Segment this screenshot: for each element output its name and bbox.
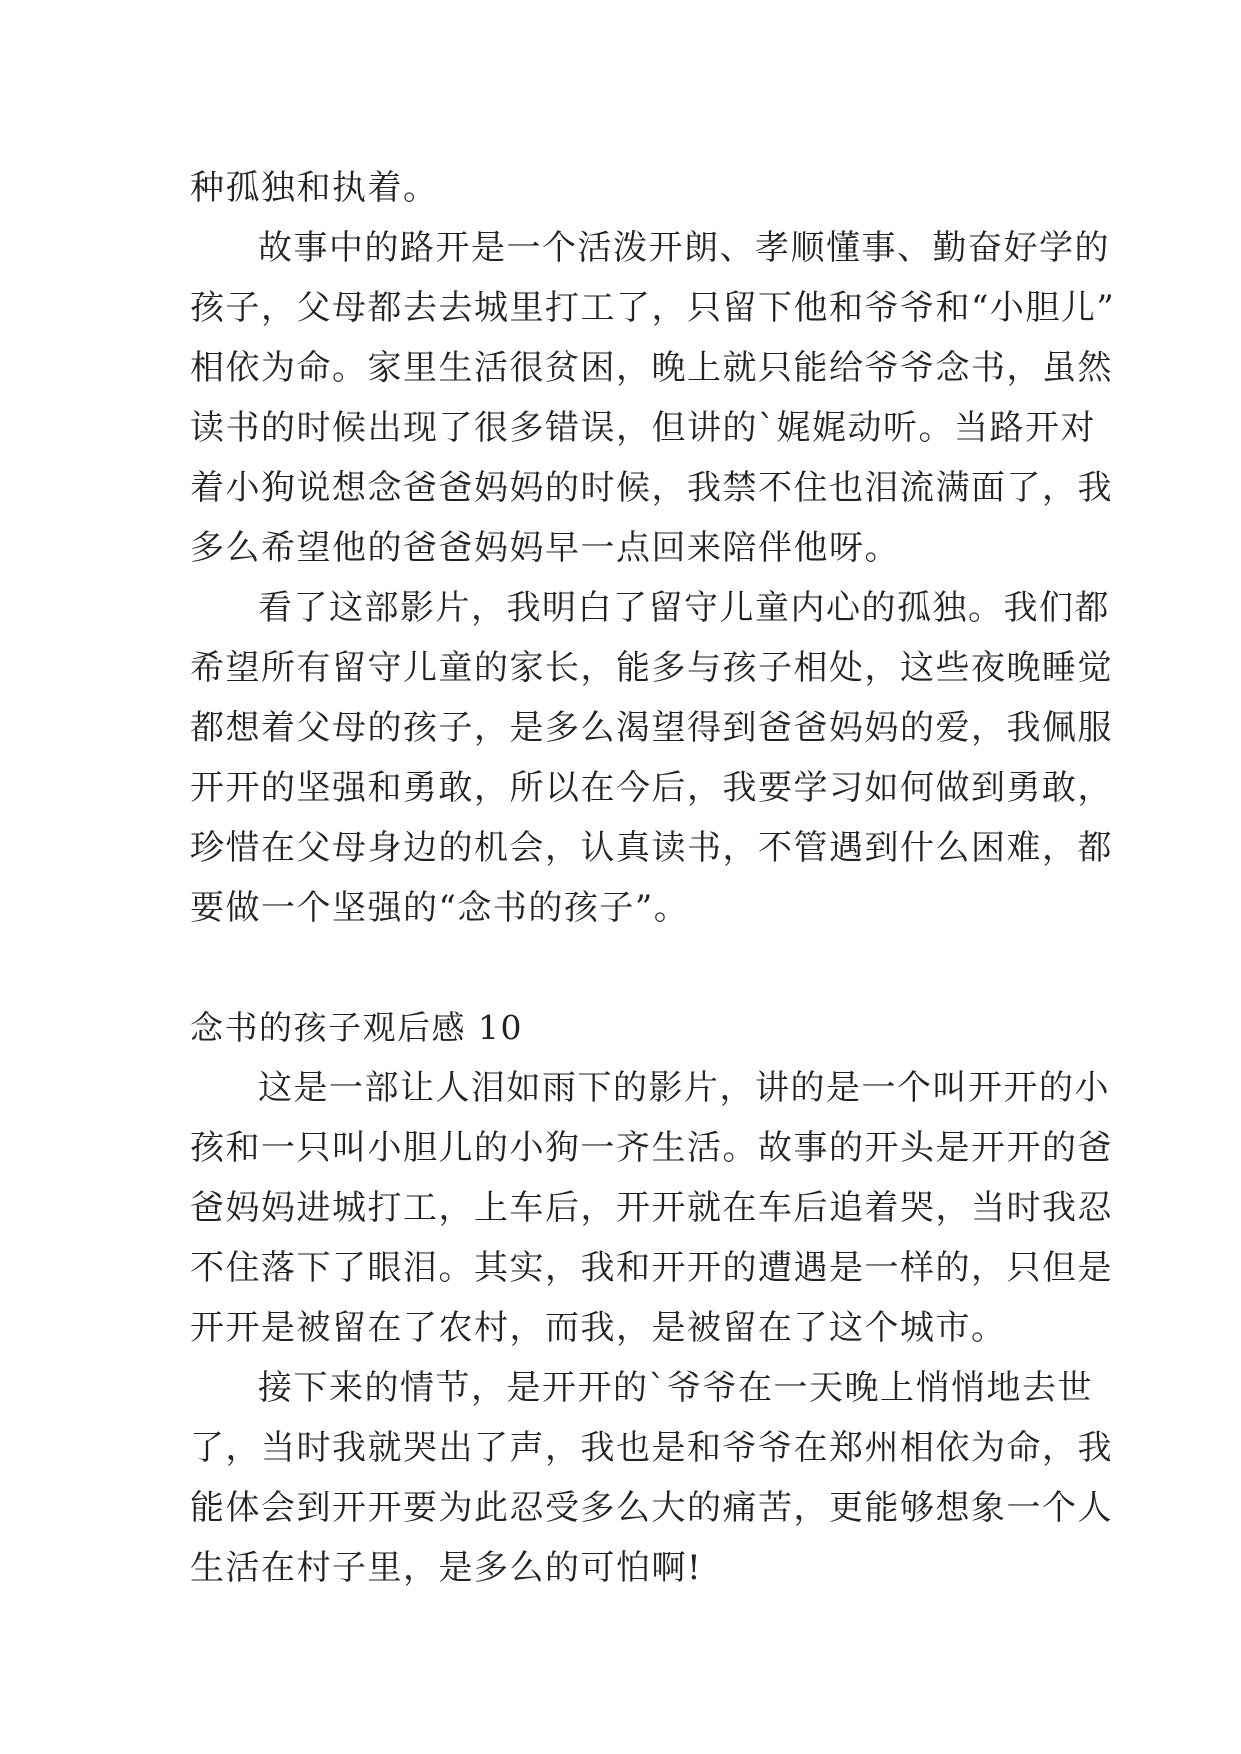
text-line: 不住落下了眼泪。其实，我和开开的遭遇是一样的，只但是: [190, 1248, 1113, 1288]
text-line: 都想着父母的孩子，是多么渴望得到爸爸妈妈的爱，我佩服: [190, 708, 1113, 748]
paragraph: [190, 1058, 1113, 1358]
text-line: 接下来的情节，是开开的`爷爷在一天晚上悄悄地去世: [258, 1368, 1093, 1408]
section-heading: 念书的孩子观后感 10: [190, 1008, 523, 1047]
text-line: 孩和一只叫小胆儿的小狗一齐生活。故事的开头是开开的爸: [190, 1128, 1113, 1168]
text-line: 了，当时我就哭出了声，我也是和爷爷在郑州相依为命，我: [190, 1428, 1113, 1468]
text-line: 爸妈妈进城打工，上车后，开开就在车后追着哭，当时我忍: [190, 1188, 1113, 1228]
text-line: 读书的时候出现了很多错误，但讲的`娓娓动听。当路开对: [190, 408, 1096, 448]
text-line: 能体会到开开要为此忍受多么大的痛苦，更能够想象一个人: [190, 1488, 1113, 1528]
text-line: 希望所有留守儿童的家长，能多与孩子相处，这些夜晚睡觉: [190, 648, 1113, 688]
text-line: 种孤独和执着。: [190, 168, 439, 208]
paragraph: [190, 1358, 1113, 1598]
text-line: 开开是被留在了农村，而我，是被留在了这个城市。: [190, 1308, 1007, 1348]
text-line: 这是一部让人泪如雨下的影片，讲的是一个叫开开的小: [258, 1068, 1110, 1108]
document-page: [190, 158, 1116, 1598]
text-line: 珍惜在父母身边的机会，认真读书，不管遇到什么困难，都: [190, 828, 1113, 868]
text-line: 孩子，父母都去去城里打工了，只留下他和爷爷和“小胆儿”: [190, 288, 1116, 328]
text-line: 多么希望他的爸爸妈妈早一点回来陪伴他呀。: [190, 528, 900, 568]
text-line: 着小狗说想念爸爸妈妈的时候，我禁不住也泪流满面了，我: [190, 468, 1113, 508]
text-line: 要做一个坚强的“念书的孩子”。: [190, 888, 690, 928]
paragraph: [190, 218, 1116, 578]
paragraph: [190, 158, 1070, 218]
paragraph: [190, 578, 1113, 938]
text-line: 开开的坚强和勇敢，所以在今后，我要学习如何做到勇敢，: [190, 768, 1113, 808]
text-line: 生活在村子里，是多么的可怕啊!: [190, 1548, 703, 1588]
text-line: 故事中的路开是一个活泼开朗、孝顺懂事、勤奋好学的: [258, 228, 1110, 268]
text-line: 看了这部影片，我明白了留守儿童内心的孤独。我们都: [258, 588, 1110, 628]
text-line: 相依为命。家里生活很贫困，晚上就只能给爷爷念书，虽然: [190, 348, 1113, 388]
